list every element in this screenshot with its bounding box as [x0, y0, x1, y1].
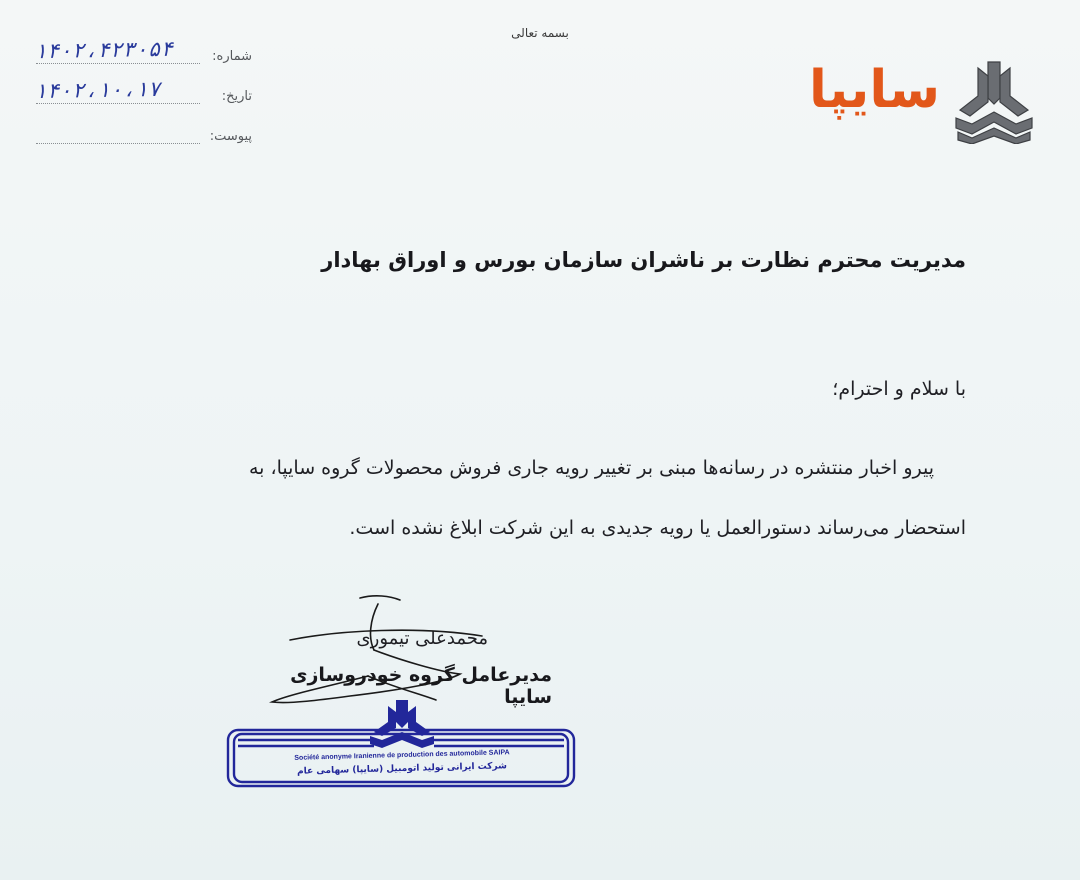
dotted-line: [36, 103, 200, 104]
letter-attachment-label: پیوست:: [209, 129, 252, 144]
letter-attachment-row: [32, 116, 252, 146]
stamp-text-french: Société anonyme Iranienne de production des automobile SAIPA: [294, 749, 510, 762]
bismillah-text: بسمه تعالی: [511, 26, 569, 40]
signatory-title: مدیرعامل گروه خودروسازی سایپا: [290, 664, 552, 708]
letter-date-row: [32, 76, 252, 106]
letter-number-row: [32, 36, 252, 66]
logo-text: سایپا: [809, 60, 940, 120]
body-line: پیرو اخبار منتشره در رسانه‌ها مبنی بر تغییر رویه جاری فروش محصولات گروه سایپا، به: [248, 457, 934, 479]
letter-date-value: ۱۴۰۲،۱۰،۱۷: [33, 76, 161, 104]
signatory-name: محمدعلی تیموری: [356, 628, 488, 649]
letter-number-label: شماره:: [212, 49, 252, 64]
dotted-line: [36, 63, 200, 64]
greeting-line: با سلام و احترام؛: [832, 378, 966, 400]
stamp-text-persian: شرکت ایرانی تولید اتومبیل (سایپا) سهامی عام: [296, 761, 508, 777]
company-stamp: [224, 700, 580, 790]
addressee-heading: مدیریت محترم نظارت بر ناشران سازمان بورس و اوراق بهادار: [321, 248, 966, 272]
letter-body: [248, 438, 966, 558]
letter-number-value: ۱۴۰۲،۴۲۳۰۵۴: [33, 36, 174, 64]
body-line: استحضار می‌رساند دستورالعمل یا رویه جدیدی به این شرکت ابلاغ نشده است.: [349, 517, 966, 539]
dotted-line: [36, 143, 200, 144]
saipa-emblem-icon: [948, 58, 1040, 144]
letter-date-label: تاریخ:: [221, 89, 252, 104]
saipa-logo: [800, 58, 1040, 148]
